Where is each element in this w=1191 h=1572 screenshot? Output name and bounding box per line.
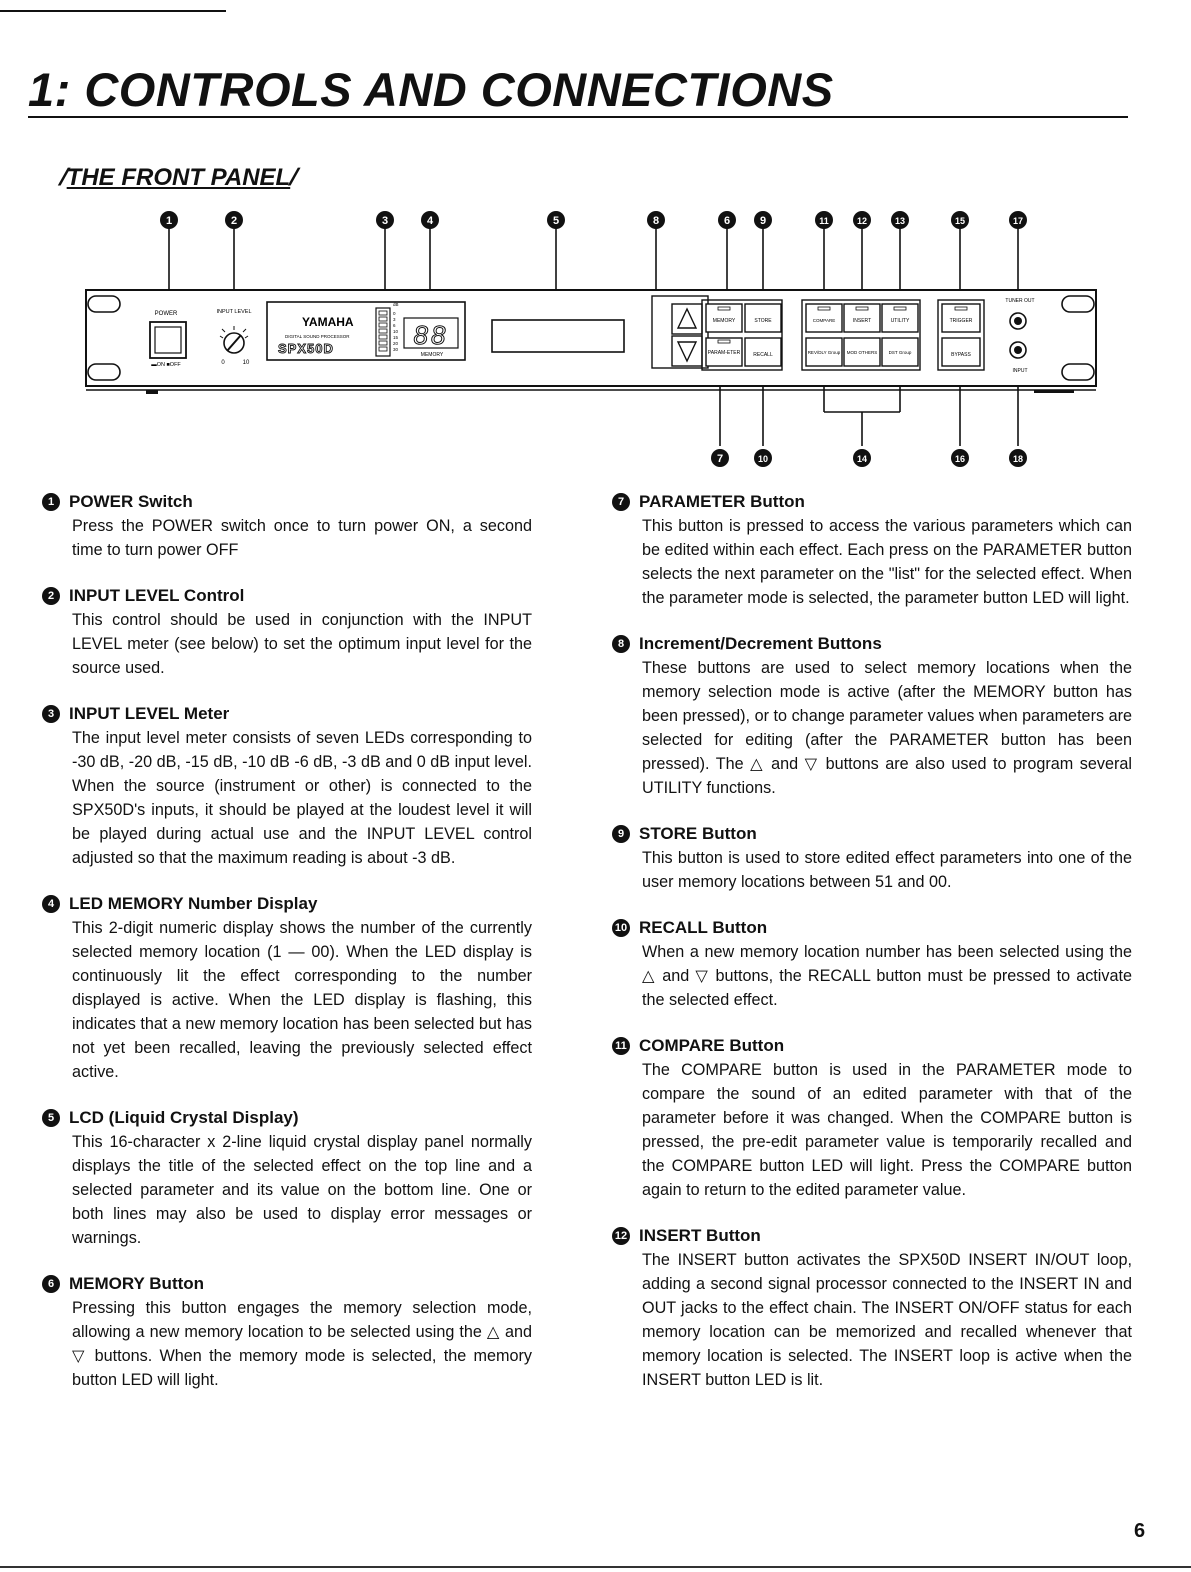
item-title: COMPARE Button (639, 1036, 785, 1055)
svg-text:1: 1 (165, 215, 173, 227)
item-body: This button is used to store edited effect parameters into one of the user memory locations between 51 and 00. (642, 849, 1132, 891)
item-compare-button (612, 1034, 1132, 1202)
callout-8 (647, 211, 665, 229)
item-number-badge: 10 (612, 919, 630, 937)
svg-text:16: 16 (954, 454, 966, 464)
svg-text:dB: dB (393, 302, 399, 307)
item-led-memory-display (42, 892, 532, 1084)
svg-text:DST Group: DST Group (888, 350, 912, 355)
display-block (267, 302, 465, 360)
svg-text:RECALL: RECALL (753, 352, 773, 358)
svg-text:6: 6 (723, 215, 731, 227)
item-heading (42, 1106, 532, 1130)
svg-text:10: 10 (242, 360, 250, 366)
callout-6 (718, 211, 736, 229)
svg-text:INSERT: INSERT (852, 318, 872, 324)
item-title: RECALL Button (639, 918, 768, 937)
item-heading (42, 1272, 532, 1296)
item-title: INPUT LEVEL Meter (69, 704, 230, 723)
callout-12 (853, 211, 871, 229)
item-heading (612, 490, 1132, 514)
svg-text:BYPASS: BYPASS (951, 352, 971, 358)
bottom-rule (0, 1566, 1191, 1568)
item-number-badge: 12 (612, 1227, 630, 1245)
svg-text:13: 13 (894, 216, 906, 226)
callout-10 (754, 449, 772, 467)
item-body: When a new memory location number has been selected using the △ and ▽ buttons, the RECALL button must be pressed to activate the selected effect. (642, 943, 1132, 1009)
callout-17 (1009, 211, 1027, 229)
item-number-badge: 1 (42, 493, 60, 511)
svg-text:UTILITY: UTILITY (890, 318, 910, 324)
item-number-badge: 6 (42, 1275, 60, 1293)
left-column (42, 490, 532, 1414)
callout-7 (711, 449, 729, 467)
callout-4 (421, 211, 439, 229)
item-heading (612, 1034, 1132, 1058)
yamaha-logo: YAMAHA (302, 315, 354, 329)
inc-dec-buttons (652, 296, 708, 368)
item-heading (612, 1224, 1132, 1248)
top-rule (0, 10, 226, 12)
item-title: LED MEMORY Number Display (69, 894, 318, 913)
item-input-level-meter (42, 702, 532, 870)
svg-text:14: 14 (856, 454, 868, 464)
svg-text:0: 0 (221, 360, 225, 366)
svg-text:STORE: STORE (754, 318, 772, 324)
callout-11 (815, 211, 833, 229)
svg-text:MOD OTHERS: MOD OTHERS (846, 350, 878, 355)
callout-2 (225, 211, 243, 229)
item-number-badge: 5 (42, 1109, 60, 1127)
item-heading (612, 632, 1132, 656)
item-title: LCD (Liquid Crystal Display) (69, 1108, 299, 1127)
item-body: Pressing this button engages the memory selection mode, allowing a new memory location to be selected using the △ and ▽ buttons. When the memory mode is selected, the memory button LED will light. (72, 1299, 532, 1389)
item-store-button (612, 822, 1132, 894)
svg-text:17: 17 (1012, 216, 1024, 226)
svg-text:2: 2 (230, 215, 238, 227)
item-body: The input level meter consists of seven LEDs corresponding to -30 dB, -20 dB, -15 dB, -10 dB -6 dB, -3 dB and 0 dB input level. When the source (instrument or other) is connected to the SPX50D's inputs, it should be played at the loudest level it will be played during actual use and the INPUT LEVEL control adjusted so that the maximum reading is about -3 dB. (72, 729, 532, 867)
svg-text:7: 7 (716, 453, 724, 465)
item-heading (42, 892, 532, 916)
svg-text:10: 10 (757, 454, 769, 464)
lcd-display (492, 320, 624, 352)
svg-text:PARAM-ETER: PARAM-ETER (707, 350, 741, 356)
svg-text:15: 15 (393, 335, 399, 340)
item-body: These buttons are used to select memory locations when the memory selection mode is active (after the MEMORY button has been pressed), or to change parameter values when parameters are selected for editing (after the PARAMETER button has been pressed). The △ and ▽ buttons are also used to program several UTILITY functions. (642, 659, 1132, 797)
svg-text:MEMORY: MEMORY (420, 352, 444, 358)
item-title: POWER Switch (69, 492, 193, 511)
svg-text:15: 15 (954, 216, 966, 226)
item-number-badge: 11 (612, 1037, 630, 1055)
item-body: This button is pressed to access the various parameters which can be edited within each effect. Each press on the PARAMETER button selects the next parameter on the "list" for the selected effect. When the parameter mode is selected, the parameter button LED will light. (642, 517, 1132, 607)
item-heading (612, 822, 1132, 846)
svg-text:DIGITAL SOUND PROCESSOR: DIGITAL SOUND PROCESSOR (285, 334, 350, 339)
item-number-badge: 7 (612, 493, 630, 511)
svg-text:9: 9 (759, 215, 767, 227)
svg-text:POWER: POWER (154, 311, 178, 317)
item-number-badge: 3 (42, 705, 60, 723)
item-title: INSERT Button (639, 1226, 761, 1245)
item-recall-button (612, 916, 1132, 1012)
item-title: INPUT LEVEL Control (69, 586, 245, 605)
led-memory-display: 88 (413, 320, 449, 350)
svg-text:30: 30 (393, 347, 399, 352)
callout-14 (853, 449, 871, 467)
item-title: MEMORY Button (69, 1274, 205, 1293)
svg-text:REV/DLY Group: REV/DLY Group (807, 350, 841, 355)
svg-text:4: 4 (426, 215, 434, 227)
callouts-top (160, 211, 1027, 229)
item-increment-decrement (612, 632, 1132, 800)
chapter-rule (28, 116, 1128, 118)
callout-3 (376, 211, 394, 229)
svg-text:3: 3 (381, 215, 389, 227)
slash-right: / (287, 164, 300, 191)
front-panel-diagram (0, 196, 1191, 476)
item-body: This 2-digit numeric display shows the number of the currently selected memory location (1 — 00). When the LED display is continuously lit the effect corresponding to the number displayed is active. When the LED display is flashing, this indicates that a new memory location has been selected but has not yet been recalled, leaving the previously selected effect active. (72, 919, 532, 1081)
svg-text:MEMORY: MEMORY (712, 318, 736, 324)
item-heading (42, 584, 532, 608)
item-memory-button (42, 1272, 532, 1392)
svg-text:20: 20 (393, 341, 399, 346)
svg-text:3: 3 (393, 317, 396, 322)
item-heading (612, 916, 1132, 940)
svg-text:TUNER OUT: TUNER OUT (1005, 298, 1035, 304)
svg-text:8: 8 (652, 215, 660, 227)
item-heading (42, 490, 532, 514)
svg-text:6: 6 (393, 323, 396, 328)
item-body: Press the POWER switch once to turn power ON, a second time to turn power OFF (72, 517, 532, 559)
item-power-switch (42, 490, 532, 562)
right-column (612, 490, 1132, 1414)
svg-text:▬ON ■OFF: ▬ON ■OFF (151, 362, 181, 368)
svg-text:COMPARE: COMPARE (812, 318, 836, 323)
svg-text:INPUT LEVEL: INPUT LEVEL (216, 309, 252, 315)
item-number-badge: 4 (42, 895, 60, 913)
item-title: PARAMETER Button (639, 492, 805, 511)
item-body: The INSERT button activates the SPX50D INSERT IN/OUT loop, adding a second signal processor connected to the INSERT IN and OUT jacks to the effect chain. The INSERT ON/OFF status for each memory location can be memorized and recalled whenever that memory location is selected. The INSERT loop is active when the INSERT button LED is lit. (642, 1251, 1132, 1389)
item-heading (42, 702, 532, 726)
item-insert-button (612, 1224, 1132, 1392)
item-input-level-control (42, 584, 532, 680)
section-title-text: THE FRONT PANEL (66, 164, 291, 191)
callout-15 (951, 211, 969, 229)
svg-text:11: 11 (819, 216, 829, 226)
item-body: This 16-character x 2-line liquid crystal display panel normally displays the title of the selected effect on the top line and a selected parameter and its value on the bottom line. One or both lines may also be used to display error messages or warnings. (72, 1133, 532, 1247)
item-body: This control should be used in conjunction with the INPUT LEVEL meter (see below) to set the optimum input level for the source used. (72, 611, 532, 677)
front-panel-svg (0, 196, 1191, 476)
item-number-badge: 2 (42, 587, 60, 605)
callout-18 (1009, 449, 1027, 467)
callout-1 (160, 211, 178, 229)
svg-text:18: 18 (1012, 454, 1024, 464)
item-lcd (42, 1106, 532, 1250)
item-parameter-button (612, 490, 1132, 610)
item-number-badge: 9 (612, 825, 630, 843)
svg-text:TRIGGER: TRIGGER (949, 318, 973, 324)
svg-text:0: 0 (393, 311, 396, 316)
chapter-title: 1: CONTROLS AND CONNECTIONS (28, 63, 834, 116)
slash-left: / (57, 164, 70, 191)
page-number: 6 (1134, 1520, 1146, 1542)
callouts-bottom (711, 449, 1027, 467)
item-body: The COMPARE button is used in the PARAMETER mode to compare the sound of an edited parameter with that of the parameter before it was changed. When the COMPARE button is pressed, the pre-edit parameter value is temporarily recalled and the COMPARE button LED will light. Press the COMPARE button again to return to the edited parameter value. (642, 1061, 1132, 1199)
item-number-badge: 8 (612, 635, 630, 653)
section-title (57, 164, 300, 192)
callout-13 (891, 211, 909, 229)
callout-16 (951, 449, 969, 467)
item-title: Increment/Decrement Buttons (639, 634, 882, 653)
item-title: STORE Button (639, 824, 757, 843)
svg-text:12: 12 (856, 216, 868, 226)
svg-text:INPUT: INPUT (1012, 368, 1028, 374)
callout-9 (754, 211, 772, 229)
spx50d-logo: SPX50D (278, 341, 334, 356)
callout-5 (547, 211, 565, 229)
svg-text:5: 5 (552, 215, 560, 227)
svg-text:10: 10 (393, 329, 399, 334)
